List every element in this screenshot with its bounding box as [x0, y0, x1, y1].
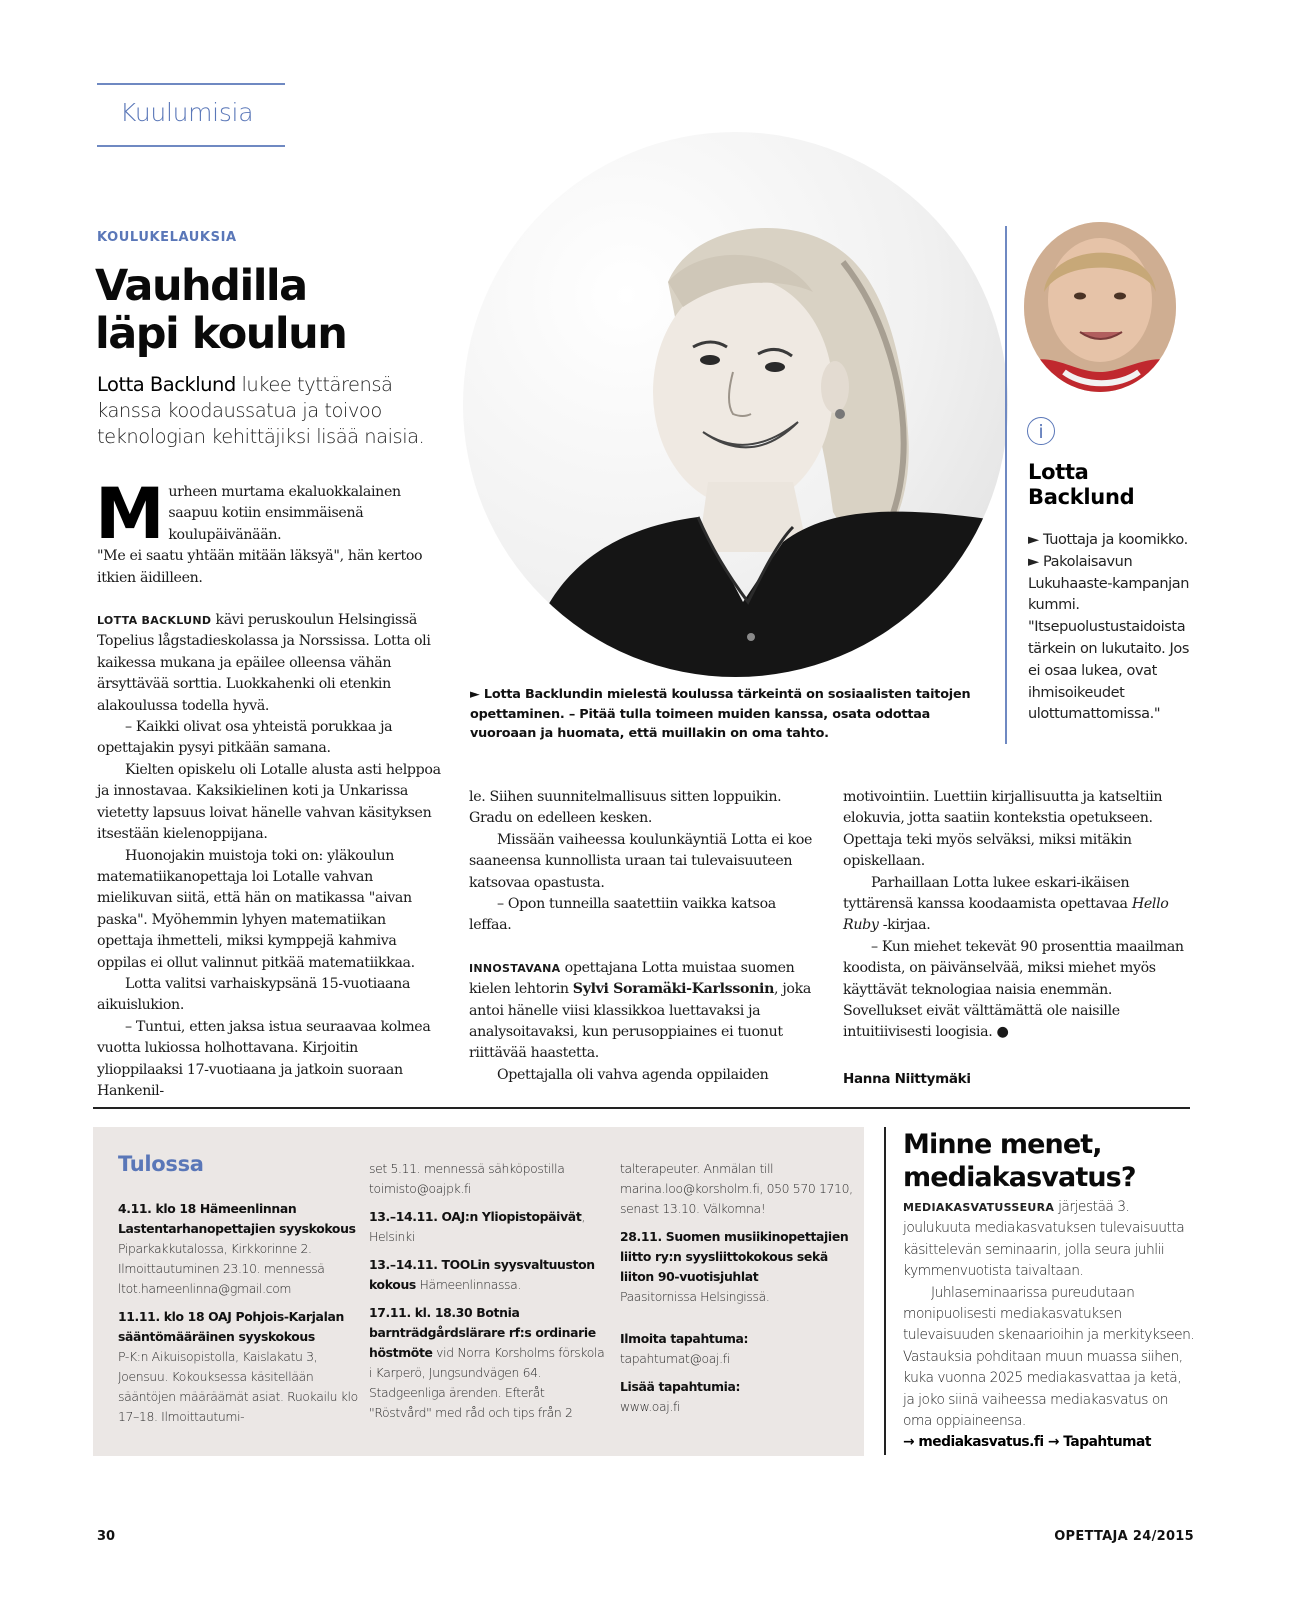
col3-p3-text: – Kun miehet tekevät 90 prosenttia maailman koodista, on päivänselvää, miksi miehet myös käyttävät teknologiaa naisia enemmän. Sovellukset eivät välttämättä ole naisille intuitiivisesti loogisia.	[843, 938, 1184, 1041]
lede-name: Lotta Backlund	[97, 373, 236, 396]
teacher-name: Sylvi Soramäki-Karlssonin	[572, 981, 775, 998]
col3-paragraph-2	[843, 873, 1188, 937]
photo-caption: ► Lotta Backlundin mielestä koulussa tärkeintä on sosiaalisten taitojen opettaminen. – Pitää tulla toimeen muiden kanssa, osata odottaa vuoroaan ja huomata, että muillakin on oma tahto.	[470, 687, 971, 741]
tulossa-column-2	[369, 1159, 609, 1431]
info-icon: i	[1027, 417, 1055, 445]
media-p1-text: järjestää 3. joulukuuta mediakasvatuksen tulevaisuutta käsittelevän seminaarin, jolla seura juhlii kymmenvuotista taivaltaan.	[903, 1199, 1185, 1280]
col1-paragraph-2: – Kaikki olivat osa yhteistä porukkaa ja opettajakin pysyi pitkään samana.	[97, 719, 393, 757]
col1-paragraph-3: Kielten opiskelu oli Lotalle alusta asti helppoa ja innostavaa. Kaksikielinen koti ja Unkarissa vietetty lapsuus loivat hänelle vahvan käsityksen itsestään kielenoppijana.	[97, 761, 441, 843]
event-item	[369, 1207, 609, 1247]
event-details: Hämeenlinnassa.	[415, 1277, 521, 1292]
sidebar-fact-2: ► Pakolaisavun Lukuhaaste-kampanjan kummi. "Itsepuolustustaidoista tärkein on lukutaito. Jos ei osaa lukea, ovat ihmisoikeudet ulottumattomissa."	[1028, 553, 1190, 723]
submit-event	[620, 1329, 856, 1369]
byline: Hanna Niittymäki	[843, 1071, 971, 1087]
col1-p1-text: kävi peruskoulun Helsingissä Topelius lågstadieskolassa ja Norssissa. Lotta oli kaikessa mukana ja epäilee olleensa vähän ärsyttävää sorttia. Luokkahenki oli etenkin alakoulussa todella hyvä.	[97, 612, 431, 714]
col2-p4-text-b: , joka antoi hänelle viisi klassikkoa luettavaksi ja analysoitavaksi, kun perusoppiaines ei tuonut riittävää haastetta.	[469, 981, 811, 1062]
section-rule-bottom	[97, 145, 285, 147]
tulossa-column-1	[118, 1199, 358, 1435]
more-events-label: Lisää tapahtumia:	[620, 1379, 741, 1394]
headline-line-2: läpi koulun	[95, 309, 347, 359]
event-item	[620, 1227, 856, 1307]
event-title: 11.11. klo 18 OAJ Pohjois-Karjalan sääntömääräinen syyskokous	[118, 1309, 344, 1344]
col2-paragraph-5: Opettajalla oli vahva agenda oppilaiden	[497, 1066, 769, 1083]
horizontal-divider	[93, 1107, 1190, 1109]
media-paragraph-1	[903, 1197, 1195, 1283]
tulossa-title: Tulossa	[118, 1152, 204, 1176]
media-lead-in: MEDIAKASVATUSSEURA	[903, 1201, 1055, 1214]
submit-event-email-link[interactable]: tapahtumat@oaj.fi	[620, 1351, 730, 1366]
col1-paragraph-5: Lotta valitsi varhaiskypsänä 15-vuotiaana aikuislukion.	[97, 975, 411, 1014]
lede-text: lukee tyttärensä kanssa koodaussatua ja toivoo teknologian kehittäjiksi lisää naisia.	[97, 373, 425, 448]
event-continuation: set 5.11. mennessä sähköpostilla toimisto@oajpk.fi	[369, 1161, 565, 1196]
headline-line-1: Vauhdilla	[95, 261, 307, 311]
event-item	[369, 1255, 609, 1295]
article-column-2	[469, 787, 814, 1086]
media-body	[903, 1197, 1195, 1454]
col3-p2-text-a: Parhaillaan Lotta lukee eskari-ikäisen tyttärensä kanssa koodaamista opettavaa	[843, 874, 1132, 913]
event-item	[369, 1303, 609, 1423]
more-events-link[interactable]: www.oaj.fi	[620, 1399, 681, 1414]
event-details: Piparkakkutalossa, Kirkkorinne 2. Ilmoittautuminen 23.10. mennessä ltot.hameenlinna@gmail.com	[118, 1241, 325, 1296]
media-headline-line-1: Minne menet,	[903, 1129, 1102, 1160]
childhood-photo	[1024, 222, 1176, 392]
event-item	[118, 1307, 358, 1427]
media-link[interactable]: → mediakasvatus.fi → Tapahtumat	[903, 1434, 1151, 1451]
event-details: Paasitornissa Helsingissä.	[620, 1289, 770, 1304]
lead-in-caps: LOTTA BACKLUND	[97, 614, 212, 628]
section-rule-top	[97, 83, 285, 85]
event-item	[118, 1199, 358, 1299]
article-lede	[97, 372, 452, 450]
event-title: 13.–14.11. OAJ:n Yliopistopäivät	[369, 1209, 582, 1224]
col2-paragraph-4	[469, 958, 814, 1065]
tulossa-column-3	[620, 1159, 856, 1425]
sidebar-facts	[1028, 530, 1198, 726]
media-headline-line-2: mediakasvatus?	[903, 1162, 1136, 1193]
more-events	[620, 1377, 856, 1417]
page-number: 30	[97, 1529, 116, 1544]
article-kicker: KOULUKELAUKSIA	[97, 230, 237, 245]
drop-cap: M	[95, 473, 165, 555]
col2-p4-text-a: opettajana Lotta muistaa suomen kielen lehtorin	[469, 959, 795, 998]
section-label: Kuulumisia	[120, 98, 254, 127]
event-details: , Helsinki	[369, 1209, 585, 1244]
sidebar-fact-1: ► Tuottaja ja koomikko.	[1028, 532, 1188, 548]
lead-in-caps-2: INNOSTAVANA	[469, 961, 561, 975]
intro-quote: "Me ei saatu yhtään mitään läksyä", hän kertoo itkien äidilleen.	[97, 548, 423, 586]
event-continuation: talterapeuter. Anmälan till marina.loo@korsholm.fi, 050 570 1710, senast 13.10. Välkomna!	[620, 1161, 853, 1216]
event-details: P-K:n Aikuisopistolla, Kaislakatu 3, Joensuu. Kokouksessa käsitellään sääntöjen määräämät asiat. Ruokailu klo 17–18. Ilmoittautumi-	[118, 1349, 358, 1424]
event-title: 17.11. kl. 18.30 Botnia barnträdgårdslärare rf:s ordinarie höstmöte	[369, 1305, 596, 1360]
sidebar-name-line-1: Lotta	[1028, 460, 1089, 484]
publication-issue: OPETTAJA 24/2015	[1054, 1529, 1194, 1544]
book-title: Hello Ruby	[843, 896, 1169, 934]
submit-event-label: Ilmoita tapahtuma:	[620, 1331, 749, 1346]
sidebar-name	[1028, 460, 1188, 510]
sidebar-divider	[1005, 226, 1007, 744]
col3-paragraph-1: motivointiin. Luettiin kirjallisuutta ja katseltiin elokuvia, jotta saatiin kontekstia opetukseen. Opettaja teki myös selväksi, miksi mitäkin opiskellaan.	[843, 789, 1163, 870]
col2-paragraph-3: – Opon tunneilla saatettiin vaikka katsoa leffaa.	[469, 896, 776, 934]
col2-paragraph-1: le. Siihen suunnitelmallisuus sitten loppuikin. Gradu on edelleen kesken.	[469, 789, 782, 827]
portrait-photo	[463, 132, 1008, 677]
end-mark-icon: ●	[996, 1024, 1009, 1041]
article-headline	[95, 262, 455, 358]
col1-paragraph-1	[97, 610, 442, 717]
childhood-illustration	[1024, 222, 1176, 392]
col1-paragraph-6: – Tuntui, etten jaksa istua seuraavaa kolmea vuotta lukiossa holhottavana. Kirjoitin ylioppilaaksi 17-vuotiaana ja jatkoin suoraan Hankenil-	[97, 1018, 431, 1099]
sidebar-name-line-2: Backlund	[1028, 485, 1135, 509]
media-paragraph-2: Juhlaseminaarissa pureudutaan monipuolisesti mediakasvatuksen tulevaisuuden skenaarioihin ja merkitykseen. Vastauksia pohditaan muun muassa siihen, kuka vuonna 2025 mediakasvattaa ja ketä, ja joko siinä vaiheessa mediakasvatus on oma oppiaineensa.	[903, 1284, 1195, 1430]
col2-paragraph-2: Missään vaiheessa koulunkäyntiä Lotta ei koe saaneensa kunnollista uraan tai tulevaisuuteen katsovaa opastusta.	[469, 831, 813, 891]
media-headline	[903, 1128, 1203, 1194]
col3-paragraph-3	[843, 937, 1188, 1044]
article-column-1	[95, 473, 442, 1102]
intro-paragraph	[95, 473, 442, 555]
article-column-3	[843, 787, 1188, 1044]
event-title: 28.11. Suomen musiikinopettajien liitto ry:n syysliittokokous sekä liiton 90-vuotisjuhlat	[620, 1229, 849, 1284]
event-title: 13.–14.11. TOOLin syysvaltuuston kokous	[369, 1257, 595, 1292]
col3-p2-text-b: -kirjaa.	[878, 917, 931, 934]
portrait-illustration	[463, 132, 1008, 677]
media-divider	[884, 1127, 886, 1455]
event-title: 4.11. klo 18 Hämeenlinnan Lastentarhanopettajien syyskokous	[118, 1201, 356, 1236]
intro-text: urheen murtama ekaluokkalainen saapuu kotiin ensimmäisenä koulupäivänään.	[168, 484, 401, 543]
event-details: vid Norra Korsholms förskola i Karperö, Jungsundvägen 64. Stadgeenliga ärenden. Efteråt "Röstvård" med råd och tips från 2	[369, 1345, 605, 1420]
col1-paragraph-4: Huonojakin muistoja toki on: yläkoulun matematiikanopettaja loi Lotalle vahvan mielikuvan siitä, että hän on matikassa "aivan paska". Myöhemmin lyhyen matematiikan opettaja ihmetteli, miksi kymppejä kahmiva oppilas ei ollut valinnut pitkää matematiikkaa.	[97, 847, 415, 971]
